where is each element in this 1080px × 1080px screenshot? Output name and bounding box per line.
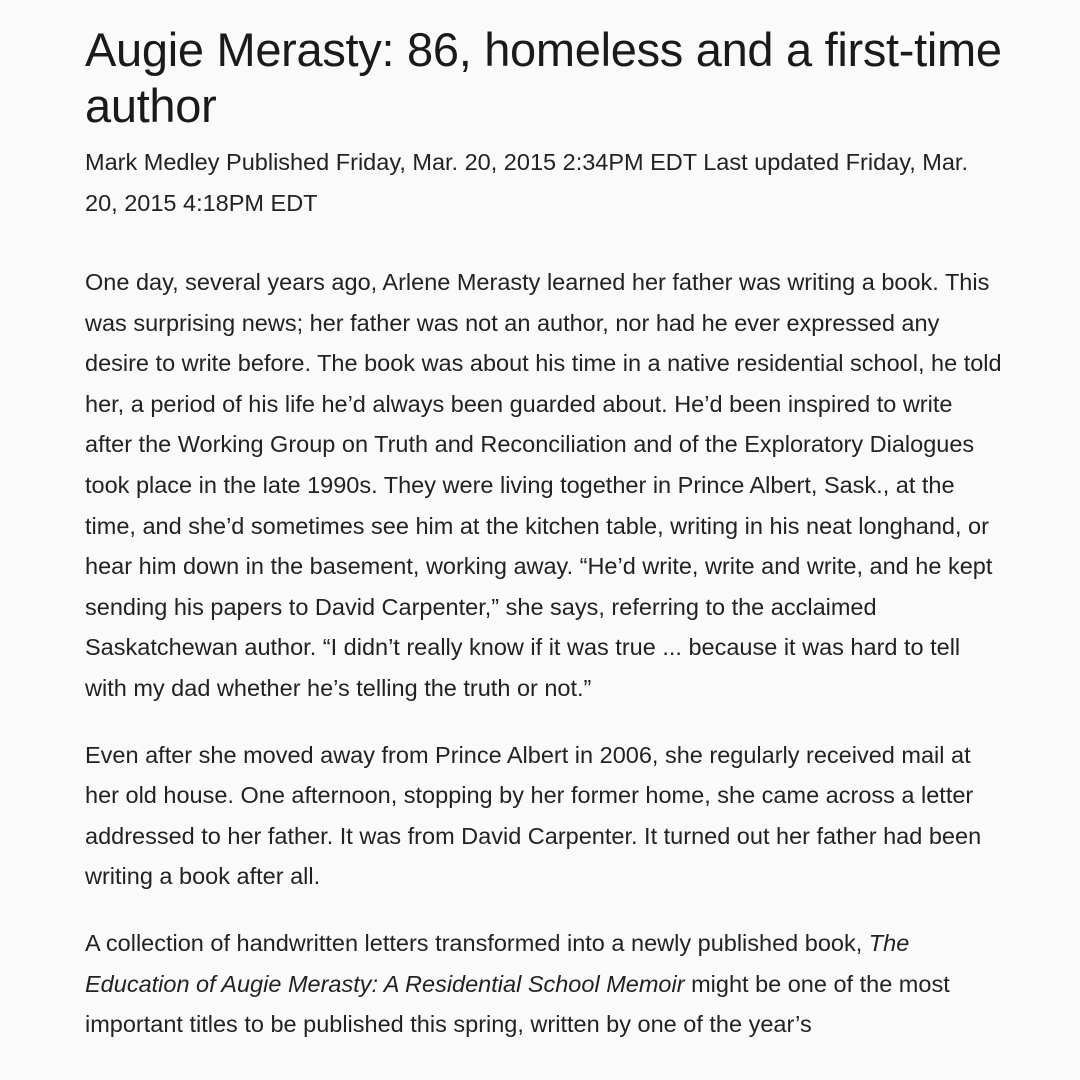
article-headline: Augie Merasty: 86, homeless and a first-time author <box>85 23 1002 132</box>
paragraph-1: One day, several years ago, Arlene Merasty learned her father was writing a book. This was surprising news; her father was not an author, nor had he ever expressed any desire to write before. The book was about his time in a native residential school, he told her, a period of his life he’d always been guarded about. He’d been inspired to write after the Working Group on Truth and Reconciliation and of the Exploratory Dialogues took place in the late 1990s. They were living together in Prince Albert, Sask., at the time, and she’d sometimes see him at the kitchen table, writing in his neat longhand, or hear him down in the basement, working away. “He’d write, write and write, and he kept sending his papers to David Carpenter,” she says, referring to the acclaimed Saskatchewan author. “I didn’t really know if it was true ... because it was hard to tell with my dad whether he’s telling the truth or not.” <box>85 269 1002 701</box>
article-body <box>85 262 1005 1045</box>
article <box>85 22 1005 1071</box>
paragraph-2: Even after she moved away from Prince Albert in 2006, she regularly received mail at her old house. One afternoon, stopping by her former home, she came across a letter addressed to her father. It was from David Carpenter. It turned out her father had been writing a book after all. <box>85 741 982 890</box>
book-title: The Education of Augie Merasty: A Residential School Memoir <box>85 929 910 997</box>
paragraph-3-intro: A collection of handwritten letters transformed into a newly published book, <box>85 929 869 956</box>
paragraph-3 <box>85 923 1005 1045</box>
paragraph-3-rest: might be one of the most important titles to be published this spring, written by one of the year’s <box>85 970 950 1038</box>
article-byline: Mark Medley Published Friday, Mar. 20, 2015 2:34PM EDT Last updated Friday, Mar. 20, 2015 4:18PM EDT <box>85 149 968 216</box>
